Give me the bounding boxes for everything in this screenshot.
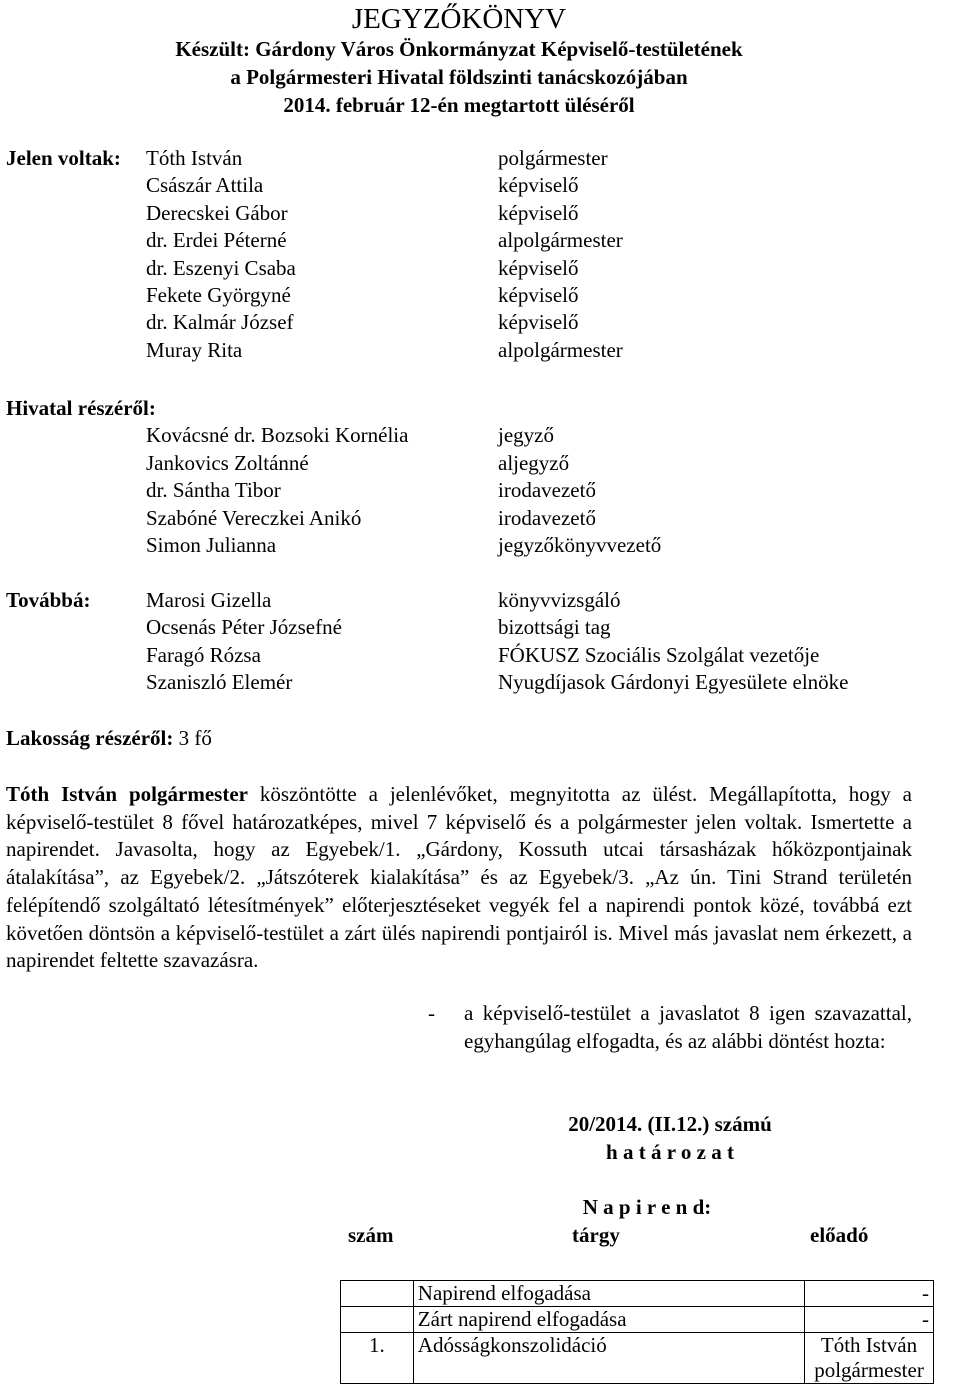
- header-line-3: 2014. február 12-én megtartott üléséről: [283, 93, 635, 117]
- cell-presenter: -: [805, 1281, 934, 1307]
- guest-role: FÓKUSZ Szociális Szolgálat vezetője: [498, 642, 820, 667]
- attendee-name: Fekete Györgyné: [146, 282, 291, 307]
- col-subject: tárgy: [572, 1223, 620, 1247]
- attendee-role: alpolgármester: [498, 337, 623, 362]
- attendee-role: képviselő: [498, 200, 579, 225]
- staff-role: aljegyző: [498, 450, 570, 475]
- header-line-1: Készült: Gárdony Város Önkormányzat Képviselő-testületének: [175, 37, 743, 61]
- attendee-role: képviselő: [498, 310, 579, 335]
- agenda-heading: N a p i r e n d:: [582, 1195, 712, 1219]
- guest-name: Szaniszló Elemér: [146, 670, 293, 695]
- attendee-role: képviselő: [498, 282, 579, 307]
- col-presenter: előadó: [810, 1223, 869, 1247]
- guest-role: bizottsági tag: [498, 615, 611, 640]
- vote-statement: [428, 1000, 912, 1055]
- list-dash: -: [428, 1001, 435, 1025]
- document-title: JEGYZŐKÖNYV: [351, 3, 567, 35]
- cell-number: [341, 1307, 414, 1333]
- attendee-role: képviselő: [498, 173, 579, 198]
- cell-subject: Zárt napirend elfogadása: [413, 1307, 804, 1333]
- attendee-name: Derecskei Gábor: [146, 200, 288, 225]
- attendee-name: dr. Erdei Péterné: [146, 228, 287, 253]
- cell-presenter: -: [805, 1307, 934, 1333]
- header-line-2: a Polgármesteri Hivatal földszinti tanácskozójában: [230, 65, 688, 89]
- vote-text: a képviselő-testület a javaslatot 8 igen szavazattal, egyhangúlag elfogadta, és az alábbi döntést hozta:: [464, 1001, 912, 1053]
- present-section: [6, 145, 912, 364]
- col-number: szám: [348, 1223, 394, 1247]
- attendee-name: Tóth István: [146, 146, 243, 170]
- cell-number: 1.: [341, 1333, 414, 1384]
- staff-role: jegyzőkönyvvezető: [498, 532, 662, 557]
- table-row: [341, 1281, 934, 1307]
- guest-name: Marosi Gizella: [146, 588, 272, 612]
- attendee-name: Muray Rita: [146, 337, 243, 362]
- table-row: [341, 1307, 934, 1333]
- staff-name: Simon Julianna: [146, 532, 277, 557]
- guest-name: Faragó Rózsa: [146, 642, 261, 667]
- document-header: [6, 3, 912, 119]
- body-paragraph: [6, 781, 912, 975]
- others-label: Továbbá:: [6, 588, 91, 612]
- attendee-name: dr. Eszenyi Csaba: [146, 255, 296, 280]
- public-value: 3 fő: [178, 726, 212, 750]
- staff-role: jegyző: [498, 423, 554, 448]
- agenda-table: [340, 1280, 934, 1384]
- body-text: köszöntötte a jelenlévőket, megnyitotta az ülést. Megállapította, hogy a képviselő-testület 8 fővel határozatképes, mivel 7 képviselő és a polgármester jelen voltak. Ismertette a napirendet. Javasolta, hogy az Egyebek/1. „Gárdony, Kossuth utcai társasházak hőközpontjainak átalakítása”, az Egyebek/2. „Játszóterek kialakítása” és az Egyebek/3. „Az ún. Tini Strand területén felépítendő szolgáltató létesítmények” előterjesztéseket vegyék fel a napirendi pontok közé, továbbá ezt követően döntsön a képviselő-testület a zárt ülés napirendi pontjairól is. Mivel más javaslat nem érkezett, a napirendet feltette szavazásra.: [6, 782, 913, 973]
- presenter-name: Tóth István: [820, 1333, 918, 1357]
- cell-number: [341, 1281, 414, 1307]
- cell-presenter: [805, 1333, 934, 1384]
- attendee-role: polgármester: [498, 146, 608, 170]
- office-section: [6, 395, 912, 559]
- office-label: Hivatal részéről:: [6, 396, 156, 420]
- guest-role: könyvvizsgáló: [498, 588, 621, 612]
- attendee-name: dr. Kalmár József: [146, 310, 294, 335]
- staff-role: irodavezető: [498, 478, 596, 503]
- guest-role: Nyugdíjasok Gárdonyi Egyesülete elnöke: [498, 670, 849, 695]
- present-label: Jelen voltak:: [6, 146, 121, 170]
- staff-role: irodavezető: [498, 505, 596, 530]
- mayor-lead: Tóth István polgármester: [6, 782, 248, 806]
- document-page: [6, 0, 913, 1219]
- attendee-role: képviselő: [498, 255, 579, 280]
- others-section: [6, 587, 912, 697]
- table-row: [341, 1333, 934, 1384]
- attendee-name: Császár Attila: [146, 173, 264, 198]
- presenter-title: polgármester: [814, 1358, 924, 1382]
- cell-subject: Adósságkonszolidáció: [413, 1333, 804, 1384]
- public-label: Lakosság részéről:: [6, 726, 174, 750]
- resolution-number: 20/2014. (II.12.) számú: [568, 1112, 772, 1136]
- guest-name: Ocsenás Péter Józsefné: [146, 615, 342, 640]
- staff-name: dr. Sántha Tibor: [146, 478, 281, 503]
- staff-name: Szabóné Vereczkei Anikó: [146, 505, 362, 530]
- cell-subject: Napirend elfogadása: [413, 1281, 804, 1307]
- public-line: [6, 725, 212, 752]
- staff-name: Jankovics Zoltánné: [146, 450, 309, 475]
- staff-name: Kovácsné dr. Bozsoki Kornélia: [146, 423, 409, 448]
- resolution-word: h a t á r o z a t: [606, 1140, 734, 1164]
- attendee-role: alpolgármester: [498, 228, 623, 253]
